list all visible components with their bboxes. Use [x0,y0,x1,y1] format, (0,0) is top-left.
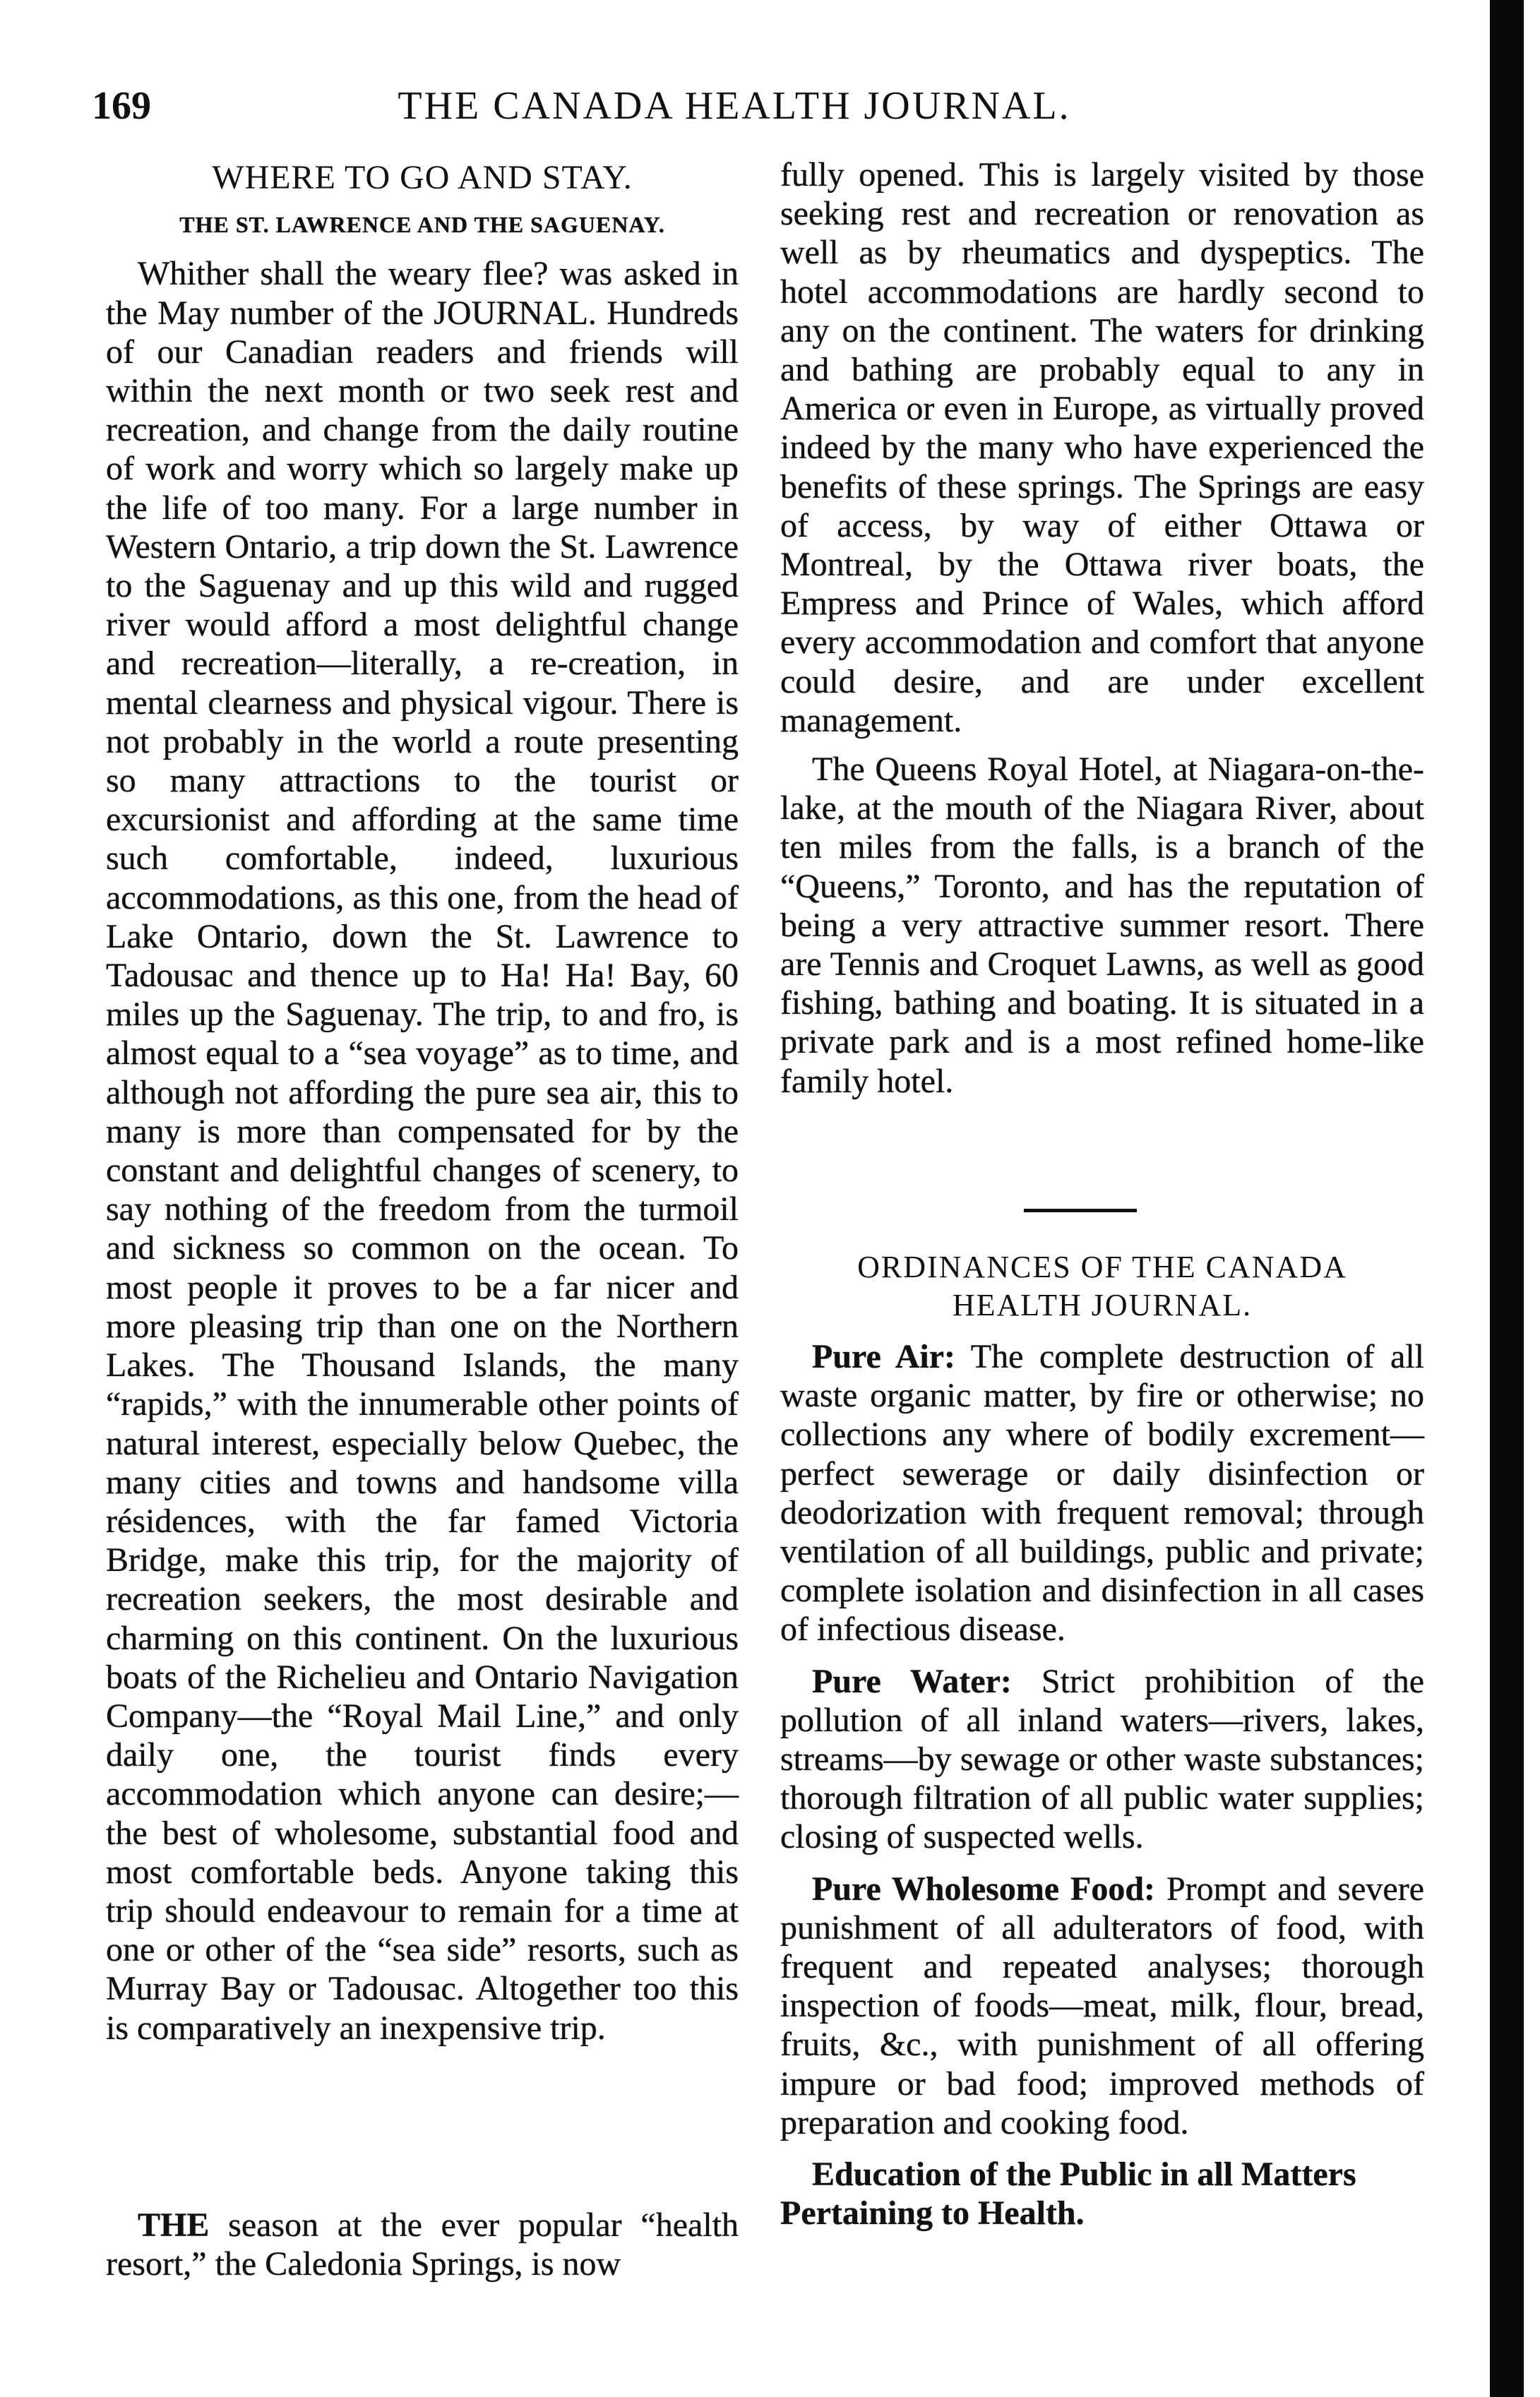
closing-ordinance: Education of the Public in all Matters Pertaining to Health. [780,2156,1356,2232]
article-title: WHERE TO GO AND STAY. [212,159,633,196]
ordinance-label: Pure Wholesome Food: [812,1870,1156,1908]
ordinance-text: Strict prohibition of the pollution of all inland waters—rivers, lakes, streams—by sewage or other waste substances; thorough filtration of all public water supplies; closing of suspected wells. [780,1662,1424,1856]
ordinance-text: The complete destruction of all waste organic matter, by fire or otherwise; no collections any where of bodily excrement—perfect sewerage or daily disinfection or deodorization with frequent removal; through ventilation of all buildings, public and private; complete isolation and disinfection in all cases of infectious disease. [780,1338,1424,1649]
heading-line: HEALTH JOURNAL. [952,1288,1253,1322]
paragraph-text: season at the ever popular “health resort,” the Caledonia Springs, is now [106,2206,739,2283]
heading-line: ORDINANCES OF THE CANADA [857,1250,1347,1284]
ordinance-item [780,1870,1424,2142]
page-number: 169 [92,84,151,128]
paragraph: Whither shall the weary flee? was asked in the May number of the JOURNAL. Hundreds of our Canadian readers and friends will within the next month or two seek rest and recreation, and change from the daily routine of work and worry which so largely make up the life of too many. For a large number in Western Ontario, a trip down the St. Lawrence to the Saguenay and up this wild and rugged river would afford a most delightful change and recreation—literally, a re-creation, in mental clearness and physical vigour. There is not probably in the world a route presenting so many attractions to the tourist or excursionist and affording at the same time such comfortable, indeed, luxurious accommodations, as this one, from the head of Lake Ontario, down the St. Lawrence to Tadousac and thence up to Ha! Ha! Bay, 60 miles up the Saguenay. The trip, to and fro, is almost equal to a “sea voyage” as to time, and although not affording the pure sea air, this to many is more than compensated for by the constant and delightful changes of scenery, to say nothing of the freedom from the turmoil and sickness so common on the ocean. To most people it proves to be a far nicer and more pleasing trip than one on the Northern Lakes. The Thousand Islands, the many “rapids,” with the innumerable other points of natural interest, especially below Quebec, the many cities and towns and handsome villa résidences, with the far famed Victoria Bridge, make this trip, for the majority of recreation seekers, the most desirable and charming on this continent. On the luxurious boats of the Richelieu and Ontario Navigation Company—the “Royal Mail Line,” and only daily one, the tourist finds every accommodation which anyone can desire;—the best of wholesome, substantial food and most comfortable beds. Anyone taking this trip should endeavour to remain for a time at one or other of the “sea side” resorts, such as Murray Bay or Tadousac. Altogether too this is comparatively an inexpensive trip. [106,255,739,2047]
ordinances-section [780,1248,1424,2232]
lead-word: THE [138,2206,210,2244]
ordinance-item [780,1337,1424,1649]
scan-edge-bar [1490,0,1524,2397]
running-title: THE CANADA HEALTH JOURNAL. [398,84,1071,128]
ordinance-label: Pure Air: [812,1338,956,1375]
ordinance-text: Prompt and severe punishment of all adulterators of food, with frequent and repeated analyses; thorough inspection of foods—meat, milk, flour, bread, fruits, &c., with punishment of all offering impure or bad food; improved methods of preparation and cooking food. [780,1870,1425,2141]
paragraph-start [106,2206,739,2283]
paragraph: The Queens Royal Hotel, at Niagara-on-the-lake, at the mouth of the Niagara River, about ten miles from the falls, is a branch of the “Queens,” Toronto, and has the reputation of being a very attractive summer resort. There are Tennis and Croquet Lawns, as well as good fishing, bathing and boating. It is situated in a private park and is a most refined home-like family hotel. [780,751,1424,1100]
paragraph-continuation: fully opened. This is largely visited by those seeking rest and recreation or renovation as well as by rheumatics and dyspeptics. The hotel accommodations are hardly second to any on the continent. The waters for drinking and bathing are probably equal to any in America or even in Europe, as virtually proved indeed by the many who have experienced the benefits of these springs. The Springs are easy of access, by way of either Ottawa or Montreal, by the Ottawa river boats, the Empress and Prince of Wales, which afford every accommodation and comfort that anyone could desire, and are under excellent management. [780,156,1424,739]
left-column [106,158,739,2283]
section-heading [780,1248,1424,1325]
right-column [780,155,1424,1101]
article-subtitle: THE ST. LAWRENCE AND THE SAGUENAY. [179,212,665,238]
section-divider [1024,1209,1137,1212]
ordinance-label: Pure Water: [812,1662,1012,1700]
ordinance-item [780,1662,1424,1857]
